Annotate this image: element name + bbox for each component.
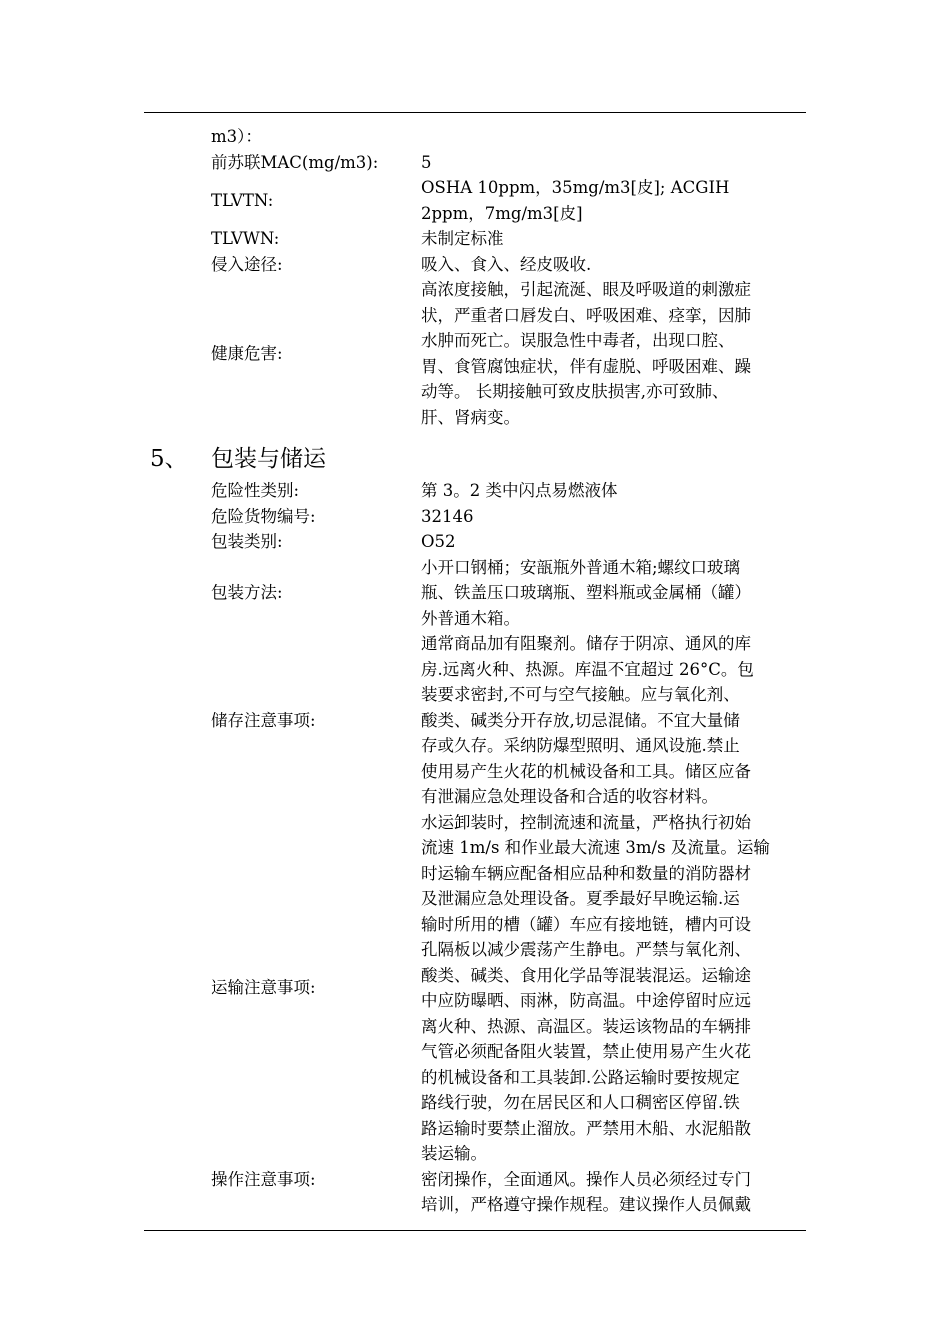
field-label: 包装类别:	[211, 532, 283, 551]
footer-rule	[144, 1230, 806, 1231]
field-value	[421, 529, 807, 555]
field-row	[0, 175, 950, 226]
field-value	[421, 226, 807, 252]
document-body	[0, 124, 950, 1218]
value-line: 及泄漏应急处理设备。夏季最好早晚运输.运	[421, 889, 740, 908]
field-label: TLVTN:	[211, 190, 274, 210]
field-label: 包装方法:	[211, 583, 283, 602]
value-line: 酸类、碱类、食用化学品等混装混运。运输途	[421, 965, 751, 985]
value-line: 气管必须配备阻火装置，禁止使用易产生火花	[421, 1042, 751, 1061]
field-value	[421, 175, 807, 226]
value-line: 时运输车辆应配备相应品种和数量的消防器材	[421, 863, 751, 883]
field-row	[0, 478, 950, 504]
value-line: 流速 1m/s 和作业最大流速 3m/s 及流量。运输	[421, 838, 770, 857]
value-line: 未制定标准	[421, 229, 504, 248]
field-value	[421, 1167, 807, 1218]
value-line: 使用易产生火花的机械设备和工具。储区应备	[421, 761, 751, 781]
value-line: 路运输时要禁止溜放。严禁用木船、水泥船散	[421, 1118, 751, 1138]
field-value	[421, 150, 807, 176]
value-line: 肝、肾病变。	[421, 407, 520, 427]
field-label: m3）：	[211, 127, 262, 146]
value-line: 动等。 长期接触可致皮肤损害,亦可致肺、	[421, 382, 729, 401]
value-line: 路线行驶，勿在居民区和人口稠密区停留.铁	[421, 1093, 740, 1112]
field-row	[0, 150, 950, 176]
value-line: 第 3。2 类中闪点易燃液体	[421, 481, 618, 500]
field-value	[421, 252, 807, 278]
value-line: 装运输。	[421, 1144, 487, 1163]
section-4-tail	[0, 124, 950, 430]
field-row	[0, 555, 950, 632]
field-value	[421, 810, 807, 1167]
field-label: 危险货物编号:	[211, 506, 316, 526]
field-value	[421, 124, 807, 150]
field-value	[421, 555, 807, 632]
section-5-rows	[0, 478, 950, 1218]
value-line: O52	[421, 532, 456, 551]
value-line: 水运卸装时，控制流速和流量，严格执行初始	[421, 812, 751, 832]
value-line: 有泄漏应急处理设备和合适的收容材料。	[421, 787, 718, 806]
section-heading	[0, 430, 950, 478]
field-label: 前苏联MAC(mg/m3):	[211, 152, 379, 172]
value-line: 32146	[421, 506, 474, 526]
value-line: 酸类、碱类分开存放,切忌混储。不宜大量储	[421, 710, 740, 730]
value-line: 状，严重者口唇发白、呼吸困难、痉挛，因肺	[421, 305, 751, 325]
section-number: 5、	[150, 446, 188, 472]
field-value	[421, 504, 807, 530]
field-value	[421, 631, 807, 810]
value-line: 2ppm，7mg/m3[皮]	[421, 203, 583, 223]
field-label: 侵入途径:	[211, 254, 283, 274]
field-label: 操作注意事项:	[211, 1169, 316, 1189]
value-line: 存或久存。采纳防爆型照明、通风设施.禁止	[421, 736, 740, 755]
value-line: 输时所用的槽（罐）车应有接地链，槽内可设	[421, 914, 751, 934]
field-label: 危险性类别:	[211, 481, 300, 500]
field-row	[0, 124, 950, 150]
value-line: 高浓度接触，引起流涎、眼及呼吸道的刺激症	[421, 280, 751, 299]
field-row	[0, 631, 950, 810]
value-line: 瓶、铁盖压口玻璃瓶、塑料瓶或金属桶（罐）	[421, 583, 751, 602]
field-row	[0, 277, 950, 430]
value-line: 水肿而死亡。误服急性中毒者，出现口腔、	[421, 331, 735, 350]
value-line: OSHA 10ppm，35mg/m3[皮]; ACGIH	[421, 178, 730, 197]
value-line: 离火种、热源、高温区。装运该物品的车辆排	[421, 1016, 751, 1036]
value-line: 的机械设备和工具装卸.公路运输时要按规定	[421, 1067, 740, 1087]
field-label: TLVWN:	[211, 229, 280, 248]
value-line: 培训，严格遵守操作规程。建议操作人员佩戴	[421, 1195, 751, 1214]
value-line: 外普通木箱。	[421, 608, 520, 628]
field-label: 健康危害:	[211, 343, 283, 363]
value-line: 通常商品加有阻聚剂。储存于阴凉、通风的库	[421, 634, 751, 653]
section-title: 包装与储运	[211, 446, 326, 472]
value-line: 孔隔板以减少震荡产生静电。严禁与氧化剂、	[421, 940, 751, 959]
value-line: 中应防曝晒、雨淋，防高温。中途停留时应远	[421, 991, 751, 1010]
header-rule	[144, 112, 806, 113]
value-line: 房.远离火种、热源。库温不宜超过 26°C。包	[421, 659, 754, 679]
field-row	[0, 810, 950, 1167]
field-label: 储存注意事项:	[211, 710, 316, 730]
value-line: 装要求密封,不可与空气接触。应与氧化剂、	[421, 685, 740, 704]
value-line: 5	[421, 152, 432, 172]
value-line: 吸入、食入、经皮吸收.	[421, 254, 592, 274]
field-row	[0, 529, 950, 555]
field-row	[0, 504, 950, 530]
value-line: 胃、食管腐蚀症状，伴有虚脱、呼吸困难、躁	[421, 356, 751, 376]
field-row	[0, 252, 950, 278]
field-row	[0, 1167, 950, 1218]
field-value	[421, 478, 807, 504]
value-line: 小开口钢桶；安瓿瓶外普通木箱;螺纹口玻璃	[421, 557, 741, 577]
field-value	[421, 277, 807, 430]
field-label: 运输注意事项:	[211, 978, 316, 998]
value-line: 密闭操作，全面通风。操作人员必须经过专门	[421, 1169, 751, 1189]
field-row	[0, 226, 950, 252]
